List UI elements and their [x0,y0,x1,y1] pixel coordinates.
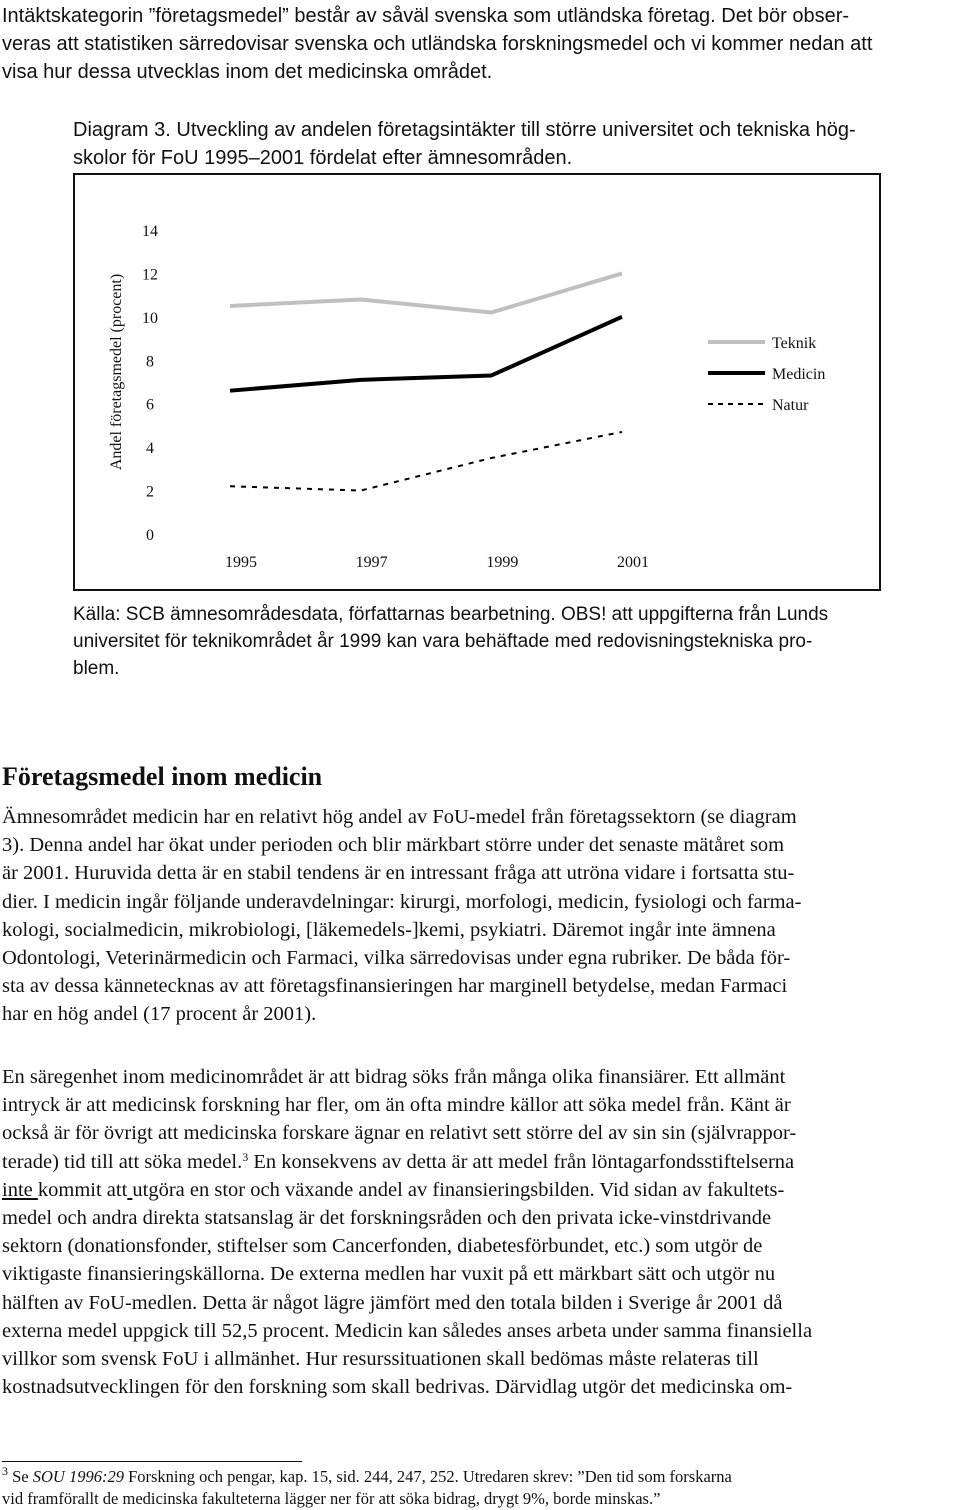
x-tick-label: 1999 [486,554,518,571]
body-line: kologi, socialmedicin, mikrobiologi, [läkemedels-]kemi, psykiatri. Däremot ingår inte ämnena [2,916,958,944]
series-line-natur [230,432,622,491]
y-tick-label: 10 [142,310,158,327]
y-tick-label: 14 [142,223,158,240]
body-line: externa medel uppgick till 52,5 procent. Medicin kan således anses arbeta under samma finansiella [2,1317,958,1345]
footnote-line [2,1466,958,1488]
body-line: En säregenhet inom medicinområdet är att bidrag söks från många olika finansiärer. Ett allmänt [2,1063,958,1091]
body-line [2,1148,958,1176]
body-paragraph-2 [2,1063,958,1401]
body-paragraph-1 [2,803,958,1029]
source-line: blem. [73,655,953,682]
x-tick-label: 1997 [356,554,388,571]
diagram-caption [73,116,953,172]
footnote-divider [2,1461,302,1462]
body-line [2,1176,958,1204]
underlined-text: inte [2,1179,38,1201]
y-tick-label: 2 [146,484,154,501]
y-tick-label: 0 [146,527,154,544]
body-line: sta av dessa kännetecknas av att företagsfinansieringen har marginell betydelse, medan Farmaci [2,972,958,1000]
intro-line: Intäktskategorin ”företagsmedel” består av såväl svenska som utländska företag. Det bör obser- [2,2,958,30]
body-line: Odontologi, Veterinärmedicin och Farmaci, vilka särredovisas under egna rubriker. De båda för- [2,944,958,972]
y-tick-label: 6 [146,397,154,414]
footnote-mark: 3 [2,1464,8,1478]
body-line: villkor som svensk FoU i allmänhet. Hur resurssituationen skall bedömas måste relateras till [2,1345,958,1373]
body-line: 3). Denna andel har ökat under perioden och blir märkbart större under det senaste mätåret som [2,831,958,859]
source-line: universitet för teknikområdet år 1999 kan vara behäftade med redovisningstekniska pro- [73,628,953,655]
chart-frame [73,173,881,591]
legend-label-natur: Natur [772,397,809,414]
footnote-text: Se [8,1467,33,1486]
legend-label-teknik: Teknik [772,335,816,352]
body-text: utgöra en stor och växande andel av finansieringsbilden. Vid sidan av fakultets- [132,1179,784,1201]
y-tick-label: 4 [146,440,154,457]
body-text: kommit att [38,1179,127,1201]
body-line: också är för övrigt att medicinska forskare ägnar en relativt sett större del av sin sin (självrappor- [2,1119,958,1147]
footnote-citation: SOU 1996:29 [33,1467,124,1486]
body-line: hälften av FoU-medlen. Detta är något lägre jämfört med den totala bilden i Sverige år 2001 då [2,1289,958,1317]
body-text: terade) tid till att söka medel. [2,1151,242,1173]
section-heading: Företagsmedel inom medicin [2,761,322,793]
footnote-line: vid framförallt de medicinska fakulteterna lägger ner för att söka bidrag, drygt 9%, borde minskas.” [2,1488,958,1510]
x-tick-label: 1995 [225,554,257,571]
body-line: Ämnesområdet medicin har en relativt hög andel av FoU-medel från företagssektorn (se diagram [2,803,958,831]
intro-line: veras att statistiken särredovisar svenska och utländska forskningsmedel och vi kommer nedan att [2,30,958,58]
body-line: intryck är att medicinsk forskning har fler, om än ofta mindre källor att söka medel från. Känt är [2,1091,958,1119]
caption-line: skolor för FoU 1995–2001 fördelat efter ämnesområden. [73,144,953,172]
line-chart [75,175,879,589]
y-axis-label: Andel företagsmedel (procent) [108,274,125,470]
body-line: har en hög andel (17 procent år 2001). [2,1000,958,1028]
body-line: är 2001. Huruvida detta är en stabil tendens är en intressant fråga att utröna vidare i fortsatta stu- [2,859,958,887]
source-line: Källa: SCB ämnesområdesdata, författarnas bearbetning. OBS! att uppgifterna från Lunds [73,601,953,628]
legend-label-medicin: Medicin [772,366,825,383]
body-text: En konsekvens av detta är att medel från löntagarfondsstiftelserna [248,1151,794,1173]
intro-line: visa hur dessa utvecklas inom det medicinska området. [2,58,958,86]
footnote [2,1466,958,1510]
y-tick-label: 8 [146,353,154,370]
footnote-text: Forskning och pengar, kap. 15, sid. 244, 247, 252. Utredaren skrev: ”Den tid som forskarna [124,1467,732,1486]
body-line: sektorn (donationsfonder, stiftelser som Cancerfonden, diabetesförbundet, etc.) som utgör de [2,1232,958,1260]
series-line-medicin [230,317,622,391]
body-line: dier. I medicin ingår följande underavdelningar: kirurgi, morfologi, medicin, fysiologi och farma- [2,888,958,916]
body-line: viktigaste finansieringskällorna. De externa medlen har vuxit på ett märkbart sätt och utgör nu [2,1260,958,1288]
x-tick-label: 2001 [617,554,649,571]
y-tick-label: 12 [142,266,158,283]
footnote-reference: 3 [242,1150,248,1164]
body-line: medel och andra direkta statsanslag är det forskningsråden och den privata icke-vinstdrivande [2,1204,958,1232]
body-line: kostnadsutvecklingen för den forskning som skall bedrivas. Därvidlag utgör det medicinska om- [2,1373,958,1401]
intro-paragraph [2,2,958,86]
series-line-teknik [230,273,622,312]
source-note [73,601,953,682]
caption-line: Diagram 3. Utveckling av andelen företagsintäkter till större universitet och tekniska hög- [73,116,953,144]
